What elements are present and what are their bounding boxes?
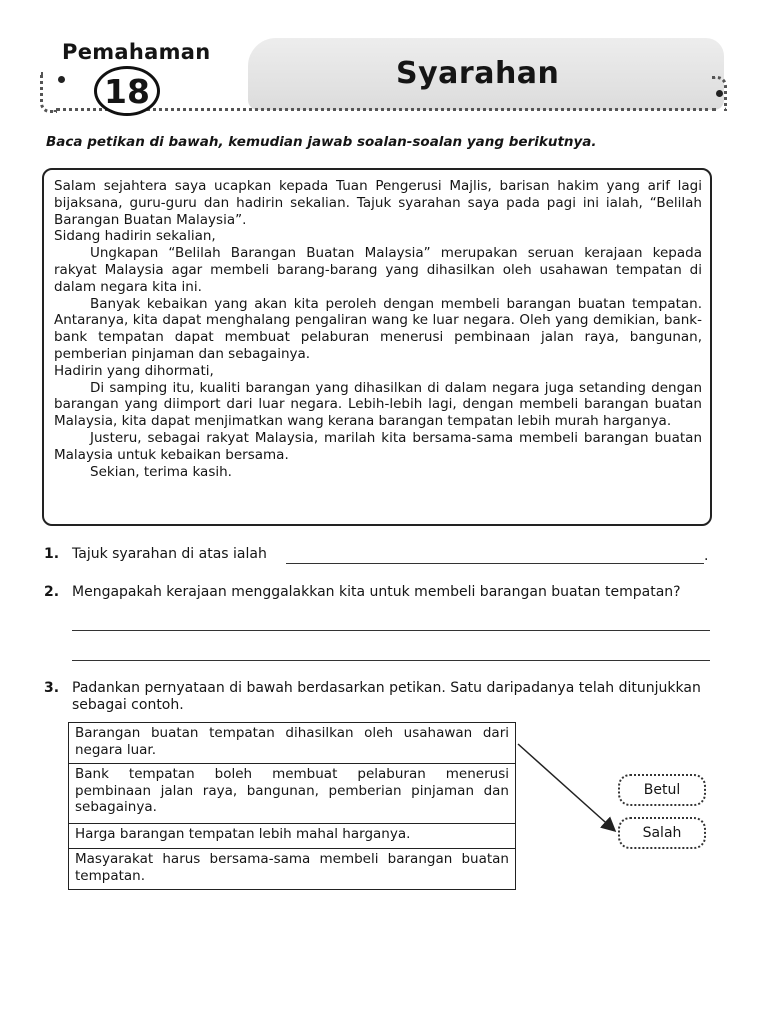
table-row [69, 764, 516, 824]
statement-cell: Harga barangan tempatan lebih mahal harganya. [69, 824, 516, 849]
page-title: Syarahan [396, 56, 560, 91]
statement-cell: Bank tempatan boleh membuat pelaburan menerusi pembinaan jalan raya, bangunan, pemberian pinjaman dan sebagainya. [69, 764, 516, 824]
table-row [69, 723, 516, 764]
dotted-divider [56, 108, 716, 111]
passage-paragraph: Banyak kebaikan yang akan kita peroleh dengan membeli barangan buatan tempatan. Antaranya, kita dapat menghalang pengaliran wang ke luar negara. Oleh yang demikian, bank-bank tempatan dapat membuat pelaburan menerusi pembinaan jalan raya, bangunan, pemberian pinjaman dan sebagainya. [54, 295, 702, 362]
passage-paragraph: Di samping itu, kualiti barangan yang dihasilkan di dalam negara juga setanding dengan barangan yang diimport dari luar negara. Lebih-lebih lagi, dengan membeli barangan buatan Malaysia, kita dapat menjimatkan wang kerana barangan tempatan lebih murah harganya. [54, 379, 702, 430]
question-2-answer-line[interactable] [72, 630, 710, 631]
question-2-number: 2. [44, 584, 60, 600]
statement-cell: Masyarakat harus bersama-sama membeli barangan buatan tempatan. [69, 849, 516, 890]
table-row [69, 824, 516, 849]
question-1-text: Tajuk syarahan di atas ialah [72, 546, 267, 562]
question-2-answer-line[interactable] [72, 660, 710, 661]
passage-paragraph: Sekian, terima kasih. [90, 463, 232, 480]
passage-paragraph: Hadirin yang dihormati, [54, 362, 214, 379]
reading-passage [42, 168, 712, 526]
option-betul[interactable]: Betul [618, 774, 706, 806]
question-1-end: . [704, 548, 709, 564]
dotted-frame-left [40, 72, 57, 113]
passage-paragraph: Salam sejahtera saya ucapkan kepada Tuan Pengerusi Majlis, barisan hakim yang arif lagi bijaksana, guru-guru dan hadirin sekalian. Tajuk syarahan saya pada pagi ini ialah, “Belilah Barangan Buatan Malaysia”. [54, 178, 702, 228]
instruction-text: Baca petikan di bawah, kemudian jawab soalan-soalan yang berikutnya. [46, 134, 597, 150]
example-match-arrow [518, 744, 614, 830]
question-3-text: Padankan pernyataan di bawah berdasarkan petikan. Satu daripadanya telah ditunjukkan sebagai contoh. [72, 680, 701, 713]
bullet-dot-icon [58, 76, 65, 83]
table-row [69, 849, 516, 890]
question-1-number: 1. [44, 546, 60, 562]
passage-paragraph: Justeru, sebagai rakyat Malaysia, marilah kita bersama-sama membeli barangan buatan Malaysia untuk kebaikan bersama. [54, 429, 702, 463]
statement-cell: Barangan buatan tempatan dihasilkan oleh usahawan dari negara luar. [69, 723, 516, 764]
question-2-text: Mengapakah kerajaan menggalakkan kita untuk membeli barangan buatan tempatan? [72, 584, 681, 600]
question-3-number: 3. [44, 680, 60, 696]
statements-table [68, 722, 516, 890]
passage-paragraph: Sidang hadirin sekalian, [54, 228, 216, 245]
option-salah[interactable]: Salah [618, 817, 706, 849]
bullet-dot-icon [716, 90, 723, 97]
series-label: Pemahaman [62, 40, 211, 64]
question-1-answer-line[interactable] [286, 563, 704, 564]
passage-paragraph: Ungkapan “Belilah Barangan Buatan Malaysia” merupakan seruan kerajaan kepada rakyat Malaysia agar membeli barang-barang yang dihasilkan oleh usahawan tempatan di dalam negara kita ini. [54, 245, 702, 295]
unit-number-badge: 18 [94, 66, 160, 116]
